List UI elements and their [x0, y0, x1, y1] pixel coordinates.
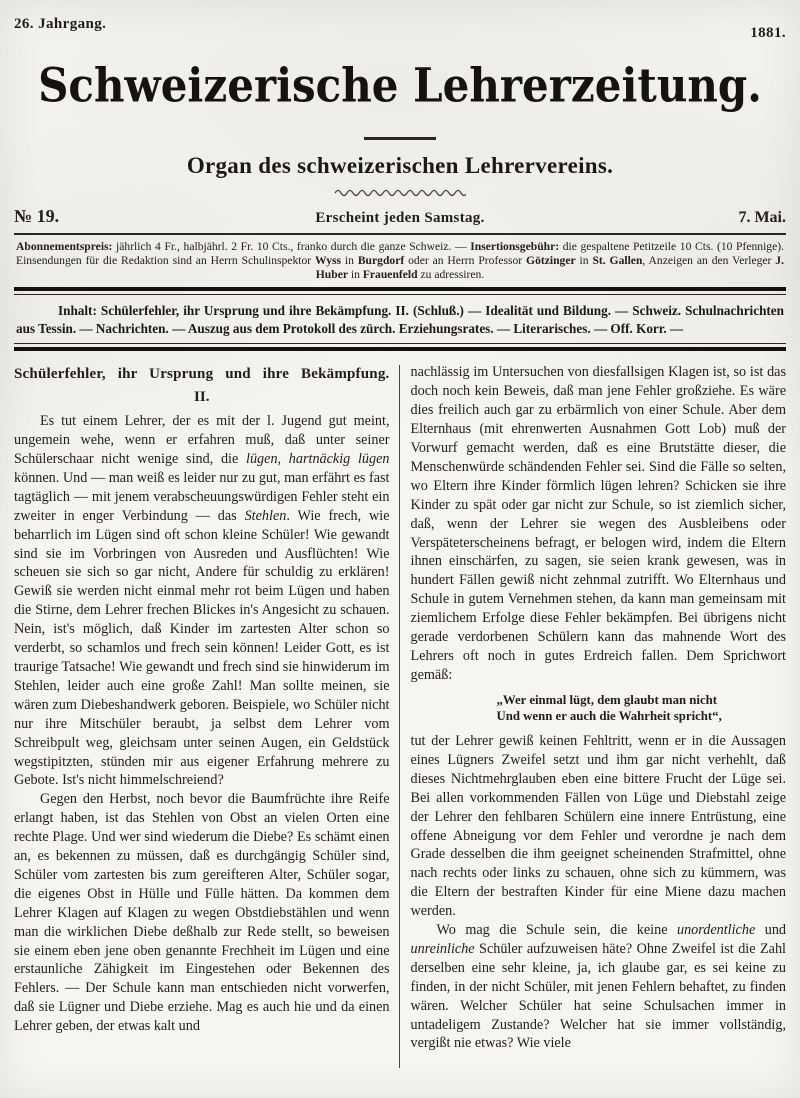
- article-columns: [14, 363, 786, 1068]
- article-title: Schülerfehler, ihr Ursprung und ihre Bekämpfung.: [14, 366, 390, 383]
- article-paragraph: Wo mag die Schule sein, die keine unordentliche und unreinliche Schüler aufzuweisen häte? Ohne Zweifel ist die Zahl derselben eine sehr kleine, ja, ich glaube gar, es sei keine zu finden, in der nicht Schüler, mit jenen Fehlern behaftet, zu finden wären. Welcher Schüler hat seine Schulsachen immer in untadeligem Zustande? Welcher hat sie immer vollständig, vergißt nie etwas? Wie viele: [410, 922, 786, 1052]
- wavy-divider-rule: [334, 188, 466, 197]
- left-column: [14, 363, 399, 1068]
- right-column: [400, 363, 787, 1068]
- header-rule: [14, 233, 786, 235]
- article-paragraph: tut der Lehrer gewiß keinen Fehltritt, wenn er in die Aussagen eines Lügners Zweifel setzt und ihm gar nicht verhehlt, daß dieses Nichtmehrglauben eben eine bittere Frucht der Lüge sei. Bei allen vorkommenden Fällen von Lüge und Diebstahl zeige der Lehrer den fehlbaren Schülern eine innere Entrüstung, eine offene Abneigung vor dem Fehler und verordne je nach dem Grade desselben die ihm geeignet scheinenden Strafmittel, ohne nach rechts oder links zu schauen, ohne sich zu kümmern, was die Eltern der bestraften Kinder für eine Miene dazu machen werden.: [410, 732, 786, 920]
- masthead-title: Schweizerische Lehrerzeitung.: [38, 58, 762, 113]
- organ-subtitle: Organ des schweizerischen Lehrervereins.: [186, 153, 614, 178]
- issue-date: 7. Mai.: [738, 209, 786, 226]
- issue-number: № 19.: [14, 206, 60, 226]
- volume-label: 26. Jahrgang.: [14, 16, 107, 32]
- top-line: [14, 16, 786, 42]
- issue-info-row: [14, 206, 786, 227]
- proverb-quote: [497, 692, 787, 725]
- subscription-and-imprint-text: Abonnementspreis: jährlich 4 Fr., halbjährl. 2 Fr. 10 Cts., franko durch die ganze Schweiz. — Insertionsgebühr: die gespaltene Petitzeile 10 Cts. (10 Pfennige). Einsendungen für die Redaktion sind an Herrn Schulinspektor Wyss in Burgdorf oder an Herrn Professor Götzinger in St. Gallen, Anzeigen an den Verleger J. Huber in Frauenfeld zu adressiren.: [16, 240, 784, 281]
- year-label: 1881.: [750, 25, 786, 41]
- quote-line: Und wenn er auch die Wahrheit spricht“,: [496, 709, 722, 724]
- heavy-rule-bottom: [14, 343, 786, 351]
- masthead-divider-rule: [364, 137, 436, 140]
- heavy-rule-top: [14, 287, 786, 295]
- article-section-number: II.: [194, 389, 210, 406]
- article-paragraph: nachlässig im Untersuchen von diesfallsigen Klagen ist, so ist das doch noch kein Beweis, daß man jene Fehler großziehe. Es wäre dies freilich auch gar zu erbärmlich von einer Schule. Aber dem Elternhaus (mit ehrenwerten Ausnahmen Gott Lob) muß der Vorwurf gemacht werden, daß es eine Brutstätte dieser, die Menschenwürde schändenden Fehler sei. Sind die Fälle so selten, wo Eltern ihre Kinder förmlich lügen lehren? Schicken sie ihre Kinder zu spät oder gar nicht zur Schule, so ist ziemlich sicher, daß, wenn der Lehrer sie wegen des Ausbleibens oder Verspäteterscheinens befragt, er belogen wird, indem die Eltern ihnen einschärfen, zu sagen, sie seien krank gewesen, was in hundert Fällen gewiß nicht zehnmal zutrifft. Wo Elternhaus und Schule in gutem Vernehmen stehen, da kann man gemeinsam mit ziemlichem Erfolge diese Fehler bekämpfen. Bei übrigens nicht gerade verdorbenen Schülern kann das mahnende Wort des Lehrers oft noch in gutes Erdreich fallen. Dem Sprichwort gemäß:: [410, 364, 786, 683]
- article-paragraph: Gegen den Herbst, noch bevor die Baumfrüchte ihre Reife erlangt haben, ist das Stehlen von Obst an vielen Orten eine rechte Plage. Und wer sind wiederum die Diebe? Es schämt einen an, es bekennen zu müssen, daß es durchgängig Schüler sind, Schüler vom zartesten bis zum gereifteren Alter, Schüler sogar, die eigenes Obst in Hülle und Fülle hätten. Da kommen dem Lehrer Klagen auf Klagen zu wegen Obstdiebstählen und wenn man die wirklichen Diebe deßhalb zur Rede stellt, so beweisen sie einem eben jene oben genannte Frechheit im Lügen und eine erstaunliche Zähigkeit im Eingestehen oder Bekennen des Fehlers. — Der Schule kann man entschieden nicht vorwerfen, daß sie Lügner und Diebe erziehe. Mag es auch hie und da einen Lehrer geben, der etwas kalt und: [14, 791, 390, 1035]
- contents-summary: Inhalt: Schülerfehler, ihr Ursprung und ihre Bekämpfung. II. (Schluß.) — Idealität und Bildung. — Schweiz. Schulnachrichten aus Tessin. — Nachrichten. — Auszug aus dem Protokoll des zürch. Erziehungsrates. — Literarisches. — Off. Korr. —: [16, 303, 784, 336]
- publication-schedule: Erscheint jeden Samstag.: [315, 210, 485, 226]
- article-paragraph: Es tut einem Lehrer, der es mit der l. Jugend gut meint, ungemein wehe, wenn er erfahren muß, daß unter seiner Schülerschaar nicht wenige sind, die lügen, hartnäckig lügen können. Und — man weiß es leider nur zu gut, man erfährt es fast tagtäglich — mit jenem verabscheuungswürdigen Fehler steht ein zweiter in enger Verbindung — das Stehlen. Wie frech, wie beharrlich im Lügen sind oft schon kleine Schüler! Wie gewandt sind sie im Vorbringen von Ausreden und Ausflüchten! Wie scheuen sie sich so gar nicht, Andere für schuldig zu erklären! Gewiß sie werden nicht einmal mehr rot beim Lügen und haben die Stirne, dem Lehrer frechen Blickes in's Angesicht zu schauen. Nein, ist's möglich, daß Kinder im zartesten Alter schon so verderbt, so schamlos und frech sein können! Leider Gott, es ist traurige Tatsache! Wie gewandt und frech sind sie hinwiderum im Stehlen, leider auch eine große Zahl! Man sollte meinen, sie wären zum Diebeshandwerk geboren. Beispiele, wo Schüler nicht nur ihre Mitschüler beraubt, ja selbst dem Lehrer vom Schreibpult weg, gleichsam unter seinen Augen, ein Geldstück wegstipitzten, stünden mir aus eigener Erfahrung mehrere zu Gebote. Ist's nicht himmelschreiend?: [14, 413, 390, 789]
- quote-line: „Wer einmal lügt, dem glaubt man nicht: [496, 692, 718, 707]
